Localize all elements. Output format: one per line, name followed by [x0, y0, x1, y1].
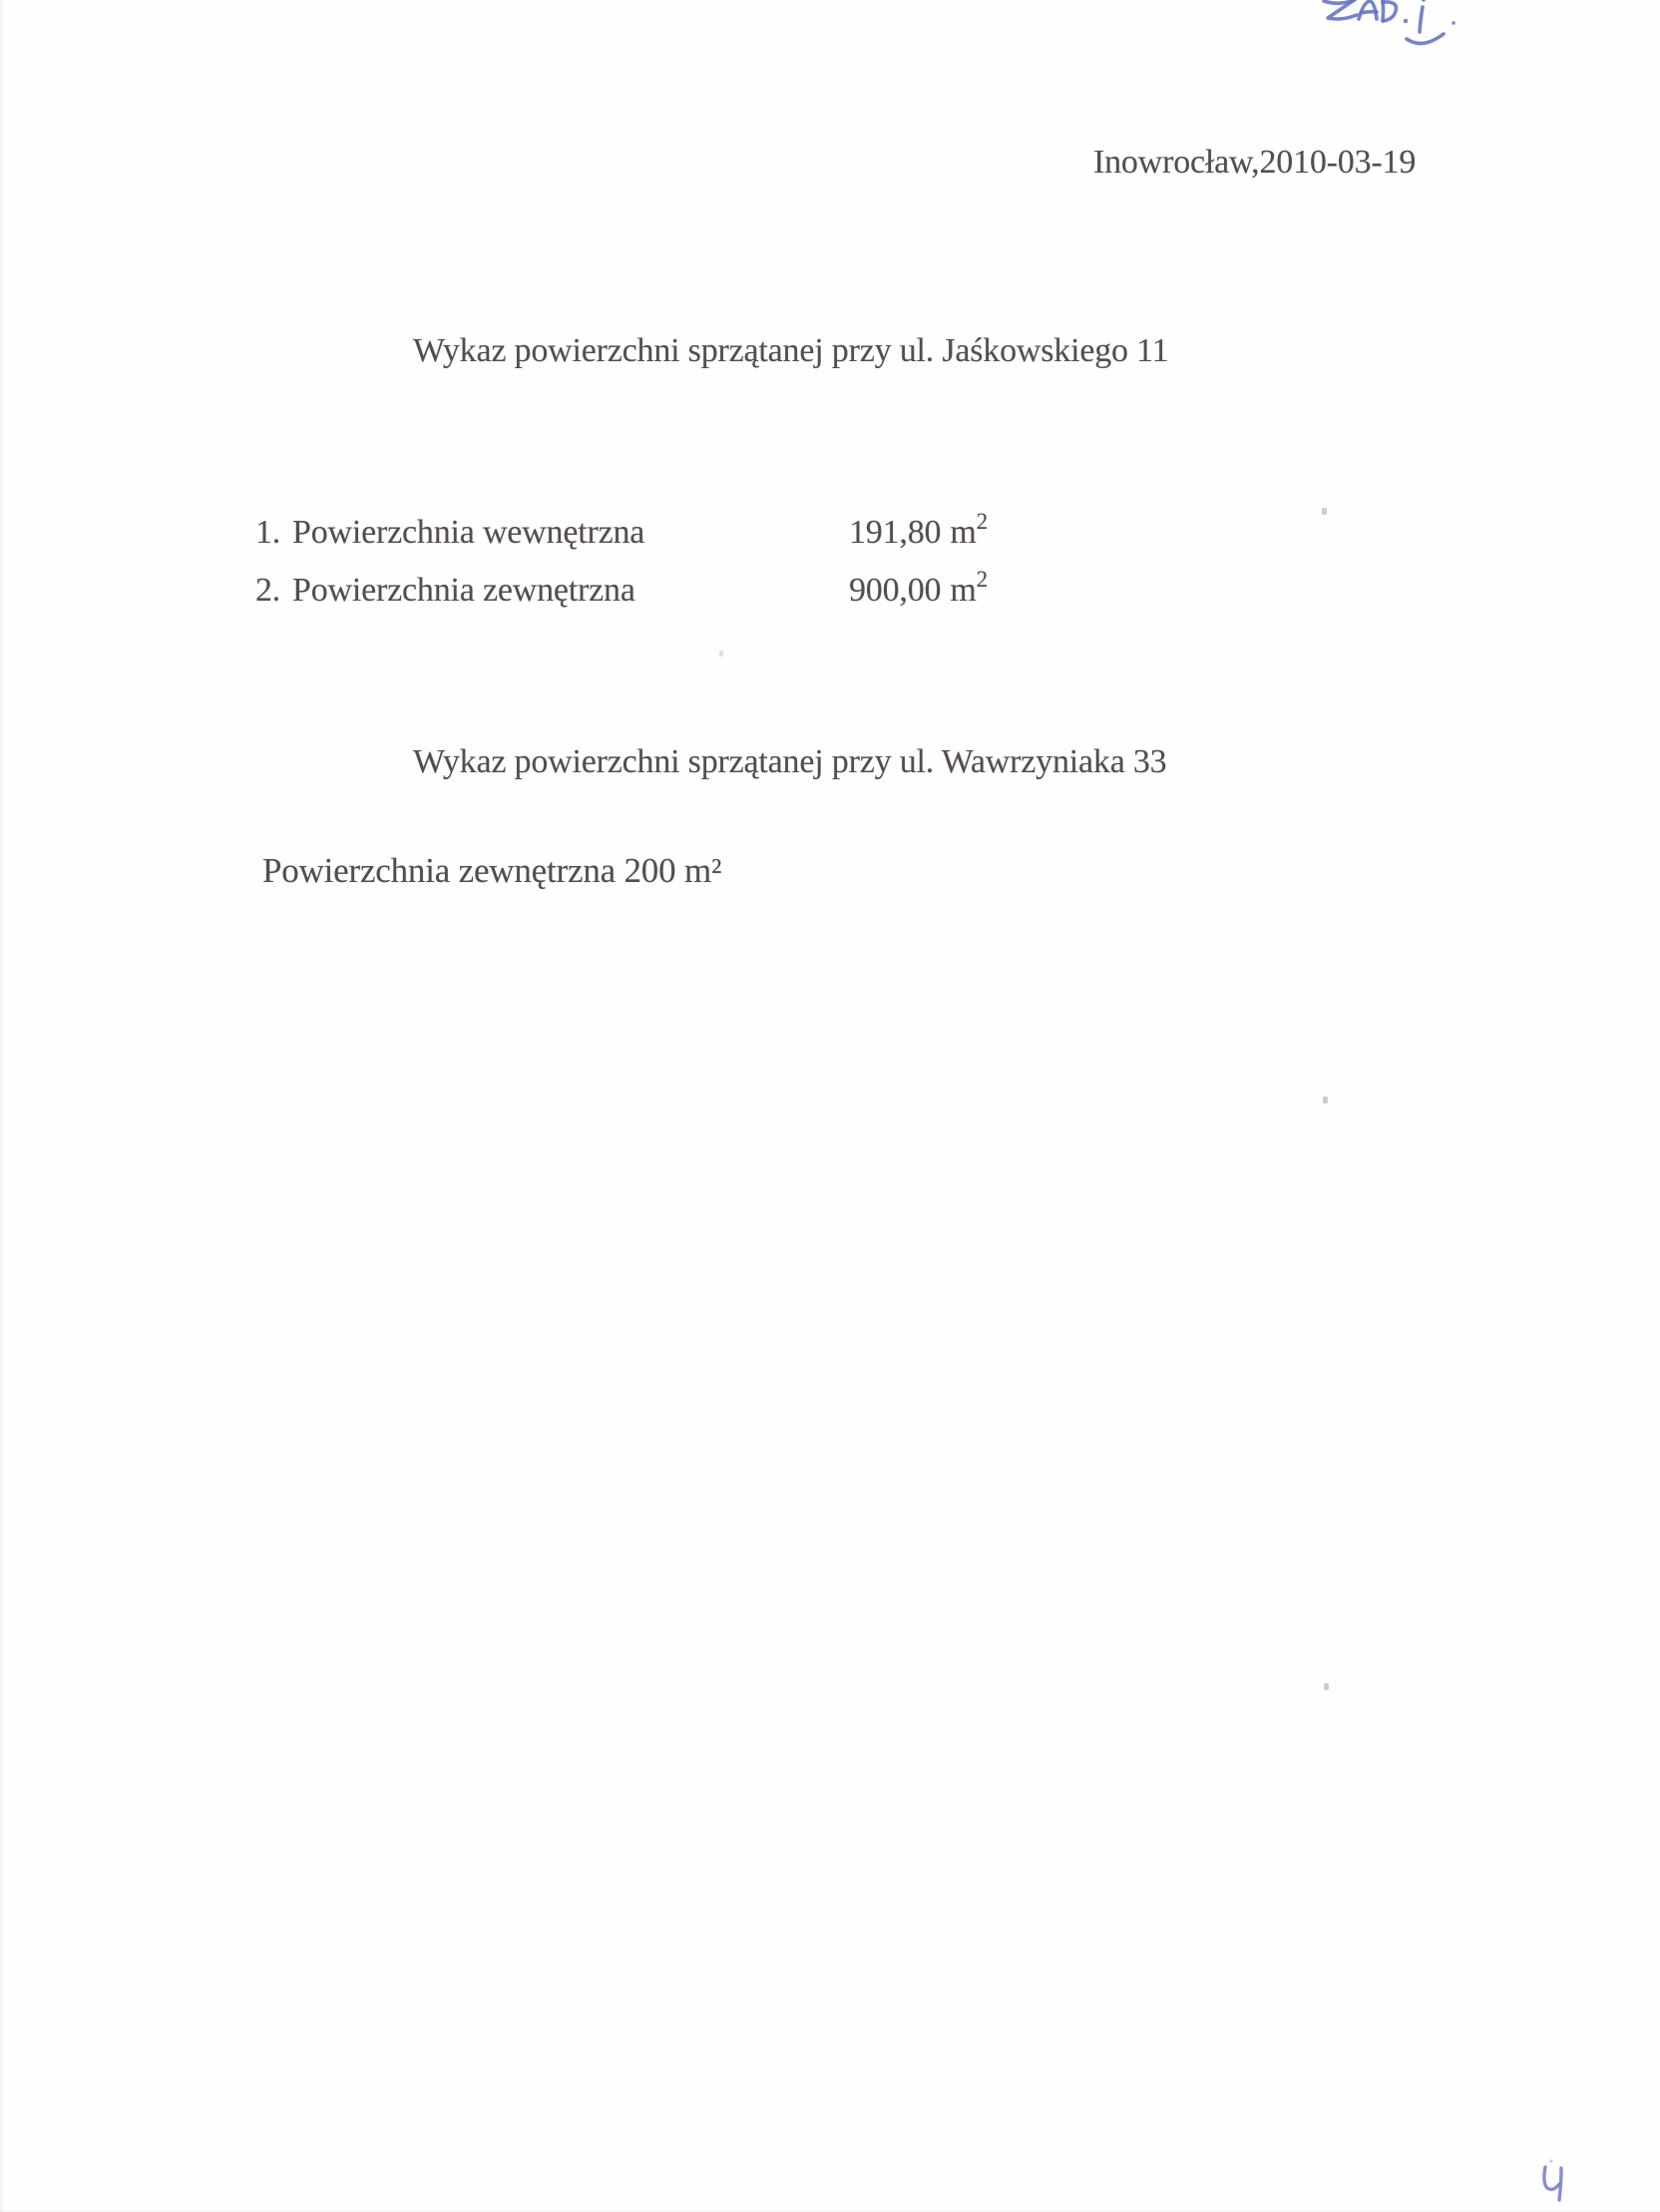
- dateline: Inowrocław,2010-03-19: [1093, 144, 1417, 181]
- scan-speck: [719, 651, 723, 657]
- list-item-value: [849, 509, 988, 551]
- scan-edge-shadow: [0, 0, 4, 2212]
- list-item-number: 2.: [255, 572, 281, 609]
- handwritten-annotation-top-right: [1295, 0, 1474, 60]
- scan-speck: [1324, 1683, 1329, 1690]
- area-exponent: 2: [976, 509, 988, 534]
- handwritten-page-number: [1534, 2153, 1580, 2212]
- list-item-value: [849, 567, 988, 609]
- section-title-jaskowskiego: Wykaz powierzchni sprzątanej przy ul. Jaśkowskiego 11: [413, 332, 1169, 369]
- list-item: [0, 567, 1660, 616]
- area-unit: m: [950, 514, 977, 551]
- list-item: [0, 509, 1660, 558]
- area-exponent: 2: [976, 567, 988, 592]
- list-item-label: Powierzchnia zewnętrzna: [292, 572, 635, 609]
- area-number: 900,00: [849, 572, 942, 609]
- area-line-wawrzyniaka: Powierzchnia zewnętrzna 200 m²: [262, 851, 722, 890]
- scan-speck: [1323, 1097, 1328, 1104]
- area-unit: m: [950, 572, 977, 609]
- section-title-wawrzyniaka: Wykaz powierzchni sprzątanej przy ul. Wawrzyniaka 33: [413, 743, 1167, 780]
- scan-speck: [1322, 508, 1327, 515]
- area-number: 191,80: [849, 514, 942, 551]
- list-item-label: Powierzchnia wewnętrzna: [292, 514, 645, 551]
- list-item-number: 1.: [255, 514, 281, 551]
